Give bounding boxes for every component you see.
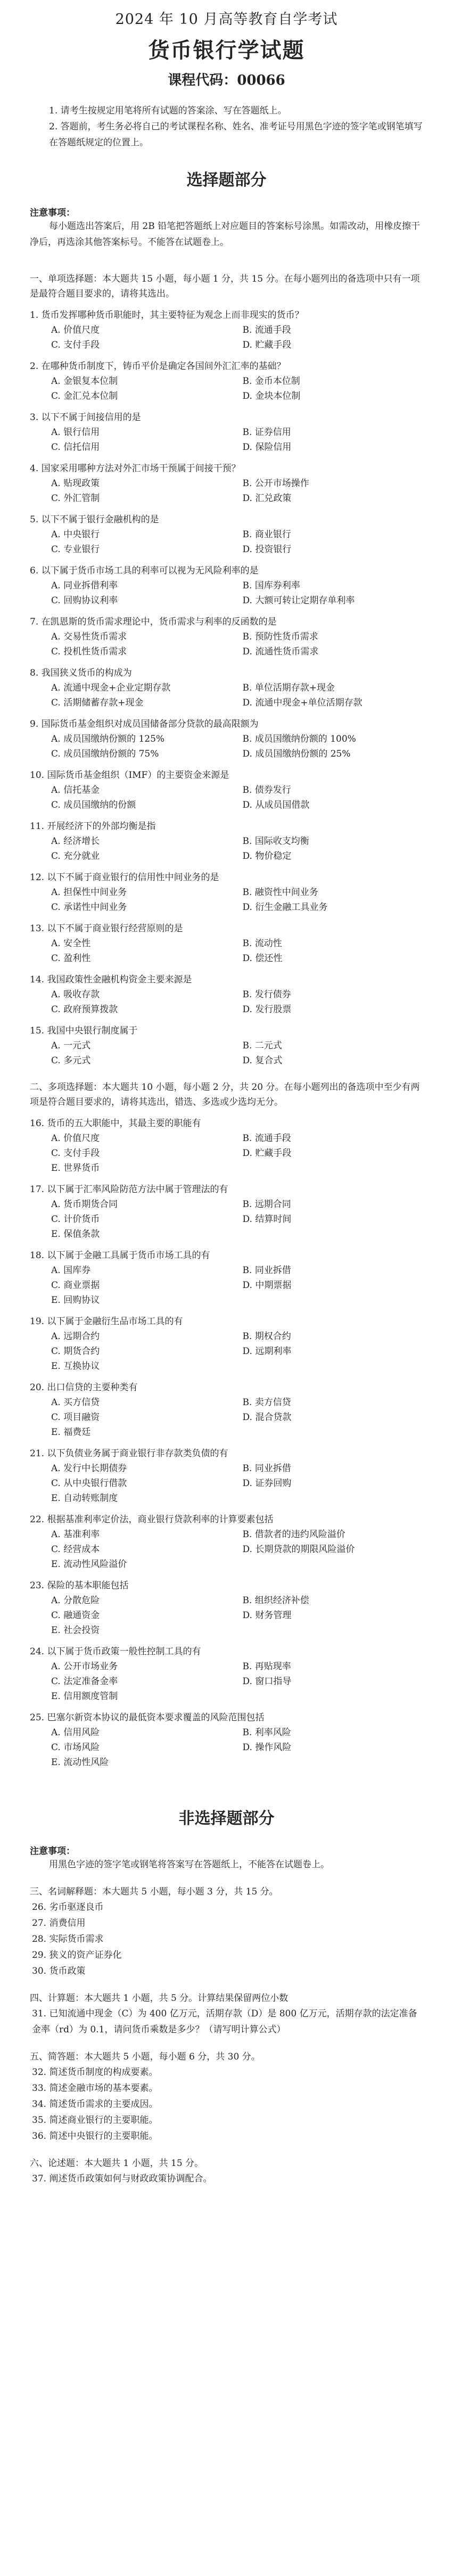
question-stem: 12. 以下不属于商业银行的信用性中间业务的是 xyxy=(30,872,219,883)
option-a: A. 贴现政策 xyxy=(51,478,100,489)
option-b: B. 融资性中间业务 xyxy=(242,887,318,898)
part2-title: 非选择题部分 xyxy=(178,1809,275,1828)
option-d: D. 贮藏手段 xyxy=(242,340,292,350)
option-d: D. 长期贷款的期限风险溢价 xyxy=(242,1544,355,1555)
option-d: D. 成员国缴纳份额的 25% xyxy=(242,749,351,759)
multi-question-3 xyxy=(30,1248,423,1308)
option-c: C. 承诺性中间业务 xyxy=(51,902,127,913)
short-answer-intro: 五、简答题：本大题共 5 小题，每小题 6 分，共 30 分。 xyxy=(30,2052,260,2062)
exam-title: 货币银行学试题 xyxy=(148,38,305,63)
single-choice-list xyxy=(30,308,423,1068)
option-a: A. 交易性货币需求 xyxy=(51,631,127,642)
option-d: D. 流通性货币需求 xyxy=(242,646,319,657)
option-d: D. 投资银行 xyxy=(242,544,292,555)
note-1: 1. 请考生按规定用笔将所有试题的答案涂、写在答题纸上。 xyxy=(49,105,287,116)
question-stem: 24. 以下属于货币政策一般性控制工具的有 xyxy=(30,1646,201,1657)
option-b: B. 单位活期存款+现金 xyxy=(242,683,335,693)
option-b: B. 流动性 xyxy=(242,938,282,949)
option-a: A. 一元式 xyxy=(51,1040,91,1051)
option-c: C. 专业银行 xyxy=(51,544,100,555)
question-options xyxy=(30,425,423,455)
question-stem: 3. 以下不属于间接信用的是 xyxy=(30,412,141,423)
option-b: B. 二元式 xyxy=(242,1040,282,1051)
question-options xyxy=(30,374,423,404)
part2-notice-text: 用黑色字迹的签字笔或钢笔将答案写在答题纸上，不能答在试题卷上。 xyxy=(49,1859,330,1870)
multi-question-4 xyxy=(30,1314,423,1374)
question-options xyxy=(30,732,423,761)
multi-choice-intro: 二、多项选择题：本大题共 10 小题，每小题 2 分，共 20 分。在每小题列出的备选项中至少有两项是符合题目要求的，请将其选出，错选、多选或少选均无分。 xyxy=(30,1082,420,1107)
option-b: B. 利率风险 xyxy=(242,1727,291,1738)
option-a: A. 金银复本位制 xyxy=(51,376,118,387)
question-options xyxy=(30,1038,423,1068)
option-b: B. 商业银行 xyxy=(242,529,291,540)
option-d: D. 证券回购 xyxy=(242,1478,292,1489)
option-c: C. 支付手段 xyxy=(51,1148,100,1159)
option-d: D. 混合贷款 xyxy=(242,1412,292,1423)
option-c: C. 支付手段 xyxy=(51,340,100,350)
option-e: E. 自动转账制度 xyxy=(51,1493,118,1504)
option-c: C. 多元式 xyxy=(51,1055,91,1066)
option-a: A. 基准利率 xyxy=(51,1529,100,1540)
term-item-1: 26. 劣币驱逐良币 xyxy=(32,1902,104,1913)
multi-question-8 xyxy=(30,1578,423,1638)
question-options xyxy=(30,1527,423,1572)
short-answer-list xyxy=(30,2064,423,2144)
option-d: D. 衍生金融工具业务 xyxy=(242,902,328,913)
option-d: D. 复合式 xyxy=(242,1055,283,1066)
option-c: C. 法定准备金率 xyxy=(51,1676,118,1687)
option-b: B. 期权合约 xyxy=(242,1331,291,1342)
short-answer-item-3: 34. 简述货币需求的主要成因。 xyxy=(32,2099,158,2110)
single-question-4 xyxy=(30,461,423,506)
question-stem: 10. 国际货币基金组织（IMF）的主要资金来源是 xyxy=(30,770,229,781)
option-a: A. 流通中现金+企业定期存款 xyxy=(51,683,171,693)
option-a: A. 货币期货合同 xyxy=(51,1199,118,1210)
option-d: D. 流通中现金+单位活期存款 xyxy=(242,698,363,708)
option-b: B. 再贴现率 xyxy=(242,1661,291,1672)
option-e: E. 保值条款 xyxy=(51,1229,100,1240)
question-options xyxy=(30,1395,423,1440)
option-b: B. 成员国缴纳份额的 100% xyxy=(242,734,356,744)
single-question-3 xyxy=(30,410,423,455)
option-e: E. 世界货币 xyxy=(51,1163,100,1174)
question-stem: 15. 我国中央银行制度属于 xyxy=(30,1026,138,1036)
single-question-10 xyxy=(30,768,423,813)
single-question-11 xyxy=(30,819,423,864)
option-d: D. 窗口指导 xyxy=(242,1676,292,1687)
option-c: C. 计价货币 xyxy=(51,1214,100,1225)
option-c: C. 信托信用 xyxy=(51,442,100,453)
term-item-5: 30. 货币政策 xyxy=(32,1966,86,1976)
option-d: D. 保险信用 xyxy=(242,442,292,453)
question-options xyxy=(30,783,423,813)
question-options xyxy=(30,1329,423,1374)
option-b: B. 国库券利率 xyxy=(242,580,300,591)
multi-choice-list xyxy=(30,1116,423,1770)
question-options xyxy=(30,885,423,915)
option-c: C. 活期储蓄存款+现金 xyxy=(51,698,144,708)
term-item-4: 29. 狭义的资产证券化 xyxy=(32,1950,122,1960)
part1-notice-text: 每小题选出答案后，用 2B 铅笔把答题纸上对应题目的答案标号涂黑。如需改动，用橡皮擦干净后，再选涂其他答案标号。不能答在试题卷上。 xyxy=(30,221,421,248)
option-c: C. 市场风险 xyxy=(51,1742,100,1753)
course-code: 课程代码：00066 xyxy=(168,72,285,88)
option-d: D. 大额可转让定期存单利率 xyxy=(242,595,355,606)
option-d: D. 发行股票 xyxy=(242,1004,292,1015)
exam-notes xyxy=(30,103,423,151)
essay-intro: 六、论述题：本大题共 1 小题，共 15 分。 xyxy=(30,2158,204,2169)
question-options xyxy=(30,476,423,506)
single-question-14 xyxy=(30,972,423,1017)
single-question-15 xyxy=(30,1023,423,1068)
question-options xyxy=(30,936,423,966)
option-e: E. 回购协议 xyxy=(51,1295,100,1306)
question-options xyxy=(30,987,423,1017)
option-a: A. 担保性中间业务 xyxy=(51,887,127,898)
question-stem: 7. 在凯恩斯的货币需求理论中，货币需求与利率的反函数的是 xyxy=(30,617,277,627)
question-options xyxy=(30,578,423,608)
part2-notice-title: 注意事项： xyxy=(30,1846,75,1857)
option-a: A. 成员国缴纳份额的 125% xyxy=(51,734,165,744)
option-d: D. 操作风险 xyxy=(242,1742,292,1753)
question-stem: 4. 国家采用哪种方法对外汇市场干预属于间接干预？ xyxy=(30,463,241,474)
single-choice-intro: 一、单项选择题：本大题共 15 小题，每小题 1 分，共 15 分。在每小题列出的备选项中只有一项是最符合题目要求的，请将其选出。 xyxy=(30,274,420,299)
option-b: B. 同业拆借 xyxy=(242,1265,291,1276)
option-c: C. 盈利性 xyxy=(51,953,91,964)
option-b: B. 发行债券 xyxy=(242,989,291,1000)
option-a: A. 价值尺度 xyxy=(51,1133,100,1144)
single-question-6 xyxy=(30,563,423,608)
question-stem: 17. 以下属于汇率风险防范方法中属于管理法的有 xyxy=(30,1184,228,1195)
part1-notice-title: 注意事项： xyxy=(30,208,75,218)
option-b: B. 流通手段 xyxy=(242,1133,291,1144)
question-options xyxy=(30,1131,423,1176)
option-c: C. 政府预算拨款 xyxy=(51,1004,118,1015)
short-answer-item-4: 35. 简述商业银行的主要职能。 xyxy=(32,2115,158,2126)
question-stem: 23. 保险的基本职能包括 xyxy=(30,1580,129,1591)
question-options xyxy=(30,1725,423,1770)
question-stem: 8. 我国狭义货币的构成为 xyxy=(30,668,132,678)
question-stem: 25. 巴塞尔新资本协议的最低资本要求覆盖的风险范围包括 xyxy=(30,1712,265,1723)
short-answer-item-1: 32. 简述货币制度的构成要素。 xyxy=(32,2067,158,2078)
option-d: D. 中期票据 xyxy=(242,1280,292,1291)
option-c: C. 期货合约 xyxy=(51,1346,100,1357)
question-options xyxy=(30,629,423,659)
term-item-2: 27. 消费信用 xyxy=(32,1918,86,1929)
multi-question-9 xyxy=(30,1644,423,1704)
option-b: B. 同业拆借 xyxy=(242,1463,291,1474)
question-stem: 22. 根据基准利率定价法，商业银行贷款利率的计算要素包括 xyxy=(30,1514,274,1525)
question-options xyxy=(30,1263,423,1308)
option-a: A. 价值尺度 xyxy=(51,325,100,335)
option-a: A. 安全性 xyxy=(51,938,91,949)
option-c: C. 项目融资 xyxy=(51,1412,100,1423)
option-a: A. 信用风险 xyxy=(51,1727,100,1738)
question-stem: 13. 以下不属于商业银行经营原则的是 xyxy=(30,923,183,934)
option-b: B. 预防性货币需求 xyxy=(242,631,318,642)
option-a: A. 经济增长 xyxy=(51,836,100,847)
essay-question: 37. 阐述货币政策如何与财政政策协调配合。 xyxy=(32,2173,212,2184)
question-options xyxy=(30,1461,423,1506)
option-a: A. 吸收存款 xyxy=(51,989,100,1000)
single-question-8 xyxy=(30,666,423,710)
exam-year-line: 2024 年 10 月高等教育自学考试 xyxy=(115,11,338,28)
single-question-1 xyxy=(30,308,423,352)
option-a: A. 远期合约 xyxy=(51,1331,100,1342)
option-b: B. 证券信用 xyxy=(242,427,291,438)
option-b: B. 金币本位制 xyxy=(242,376,300,387)
option-b: B. 公开市场操作 xyxy=(242,478,309,489)
option-b: B. 借款者的违约风险溢价 xyxy=(242,1529,345,1540)
single-question-5 xyxy=(30,512,423,557)
multi-question-5 xyxy=(30,1380,423,1440)
option-c: C. 充分就业 xyxy=(51,851,100,862)
option-d: D. 汇兑政策 xyxy=(242,493,292,504)
option-c: C. 商业票据 xyxy=(51,1280,100,1291)
question-stem: 14. 我国政策性金融机构资金主要来源是 xyxy=(30,974,192,985)
option-e: E. 社会投资 xyxy=(51,1625,100,1636)
question-stem: 6. 以下属于货币市场工具的利率可以视为无风险利率的是 xyxy=(30,565,259,576)
terms-intro: 三、名词解释题：本大题共 5 小题，每小题 3 分，共 15 分。 xyxy=(30,1886,278,1897)
term-item-3: 28. 实际货币需求 xyxy=(32,1934,104,1945)
multi-question-1 xyxy=(30,1116,423,1176)
option-d: D. 结算时间 xyxy=(242,1214,292,1225)
option-c: C. 从中央银行借款 xyxy=(51,1478,127,1489)
option-a: A. 买方信贷 xyxy=(51,1397,100,1408)
question-stem: 5. 以下不属于银行金融机构的是 xyxy=(30,514,159,525)
part1-title: 选择题部分 xyxy=(186,171,267,190)
multi-question-7 xyxy=(30,1512,423,1572)
option-b: B. 债券发行 xyxy=(242,785,291,795)
question-options xyxy=(30,527,423,557)
option-b: B. 组织经济补偿 xyxy=(242,1595,309,1606)
option-c: C. 外汇管制 xyxy=(51,493,100,504)
option-d: D. 物价稳定 xyxy=(242,851,292,862)
option-a: A. 国库券 xyxy=(51,1265,91,1276)
option-e: E. 流动性风险 xyxy=(51,1757,109,1768)
single-question-7 xyxy=(30,614,423,659)
question-stem: 21. 以下负债业务属于商业银行非存款类负债的有 xyxy=(30,1448,228,1459)
single-question-9 xyxy=(30,717,423,761)
option-c: C. 金汇兑本位制 xyxy=(51,391,118,401)
single-question-13 xyxy=(30,921,423,966)
terms-list xyxy=(30,1899,423,1979)
multi-question-2 xyxy=(30,1182,423,1242)
question-options xyxy=(30,834,423,864)
question-stem: 1. 货币发挥哪种货币职能时，其主要特征为观念上而非现实的货币？ xyxy=(30,310,304,321)
option-b: B. 流通手段 xyxy=(242,325,291,335)
option-c: C. 成员国缴纳的份额 xyxy=(51,800,136,810)
option-a: A. 分散危险 xyxy=(51,1595,100,1606)
option-e: E. 流动性风险溢价 xyxy=(51,1559,127,1570)
question-stem: 9. 国际货币基金组织对成员国储备部分贷款的最高限额为 xyxy=(30,719,259,729)
option-b: B. 卖方信贷 xyxy=(242,1397,291,1408)
option-a: A. 同业拆借利率 xyxy=(51,580,118,591)
question-stem: 11. 开展经济下的外部均衡是指 xyxy=(30,821,156,832)
option-d: D. 远期利率 xyxy=(242,1346,292,1357)
question-stem: 18. 以下属于金融工具属于货币市场工具的有 xyxy=(30,1250,210,1261)
question-options xyxy=(30,1593,423,1638)
question-options xyxy=(30,323,423,352)
option-d: D. 偿还性 xyxy=(242,953,283,964)
option-d: D. 从成员国借款 xyxy=(242,800,310,810)
option-d: D. 金块本位制 xyxy=(242,391,301,401)
option-a: A. 信托基金 xyxy=(51,785,100,795)
question-stem: 19. 以下属于金融衍生品市场工具的有 xyxy=(30,1316,183,1327)
option-c: C. 成员国缴纳份额的 75% xyxy=(51,749,159,759)
option-e: E. 福费廷 xyxy=(51,1427,91,1438)
option-a: A. 公开市场业务 xyxy=(51,1661,118,1672)
multi-question-6 xyxy=(30,1446,423,1506)
option-e: E. 信用额度管制 xyxy=(51,1691,118,1702)
short-answer-item-5: 36. 简述中央银行的主要职能。 xyxy=(32,2131,158,2142)
question-stem: 16. 货币的五大职能中，其最主要的职能有 xyxy=(30,1118,201,1129)
calc-question: 31. 已知流通中现金（C）为 400 亿万元，活期存款（D）是 800 亿万元，活期存款的法定准备金率（rd）为 0.1，请问货币乘数是多少？（请写明计算公式） xyxy=(32,2008,417,2035)
question-stem: 2. 在哪种货币制度下，铸币平价是确定各国间外汇汇率的基础？ xyxy=(30,361,286,372)
option-d: D. 财务管理 xyxy=(242,1610,292,1621)
option-c: C. 回购协议利率 xyxy=(51,595,118,606)
option-a: A. 中央银行 xyxy=(51,529,100,540)
note-2: 2. 答题前，考生务必将自己的考试课程名称、姓名、准考证号用黑色字迹的签字笔或钢笔填写在答题纸规定的位置上。 xyxy=(49,121,423,148)
question-options xyxy=(30,1197,423,1242)
option-c: C. 经营成本 xyxy=(51,1544,100,1555)
option-c: C. 融通资金 xyxy=(51,1610,100,1621)
option-b: B. 远期合同 xyxy=(242,1199,291,1210)
option-a: A. 银行信用 xyxy=(51,427,100,438)
question-stem: 20. 出口信贷的主要种类有 xyxy=(30,1382,138,1393)
option-a: A. 发行中长期债券 xyxy=(51,1463,127,1474)
question-options xyxy=(30,1659,423,1704)
short-answer-item-2: 33. 简述金融市场的基本要素。 xyxy=(32,2083,158,2094)
option-d: D. 贮藏手段 xyxy=(242,1148,292,1159)
question-options xyxy=(30,680,423,710)
option-c: C. 投机性货币需求 xyxy=(51,646,127,657)
calc-intro: 四、计算题：本大题共 1 小题，共 5 分。计算结果保留两位小数 xyxy=(30,1993,289,2004)
single-question-12 xyxy=(30,870,423,915)
single-question-2 xyxy=(30,359,423,404)
option-e: E. 互换协议 xyxy=(51,1361,100,1372)
option-b: B. 国际收支均衡 xyxy=(242,836,309,847)
multi-question-10 xyxy=(30,1710,423,1770)
